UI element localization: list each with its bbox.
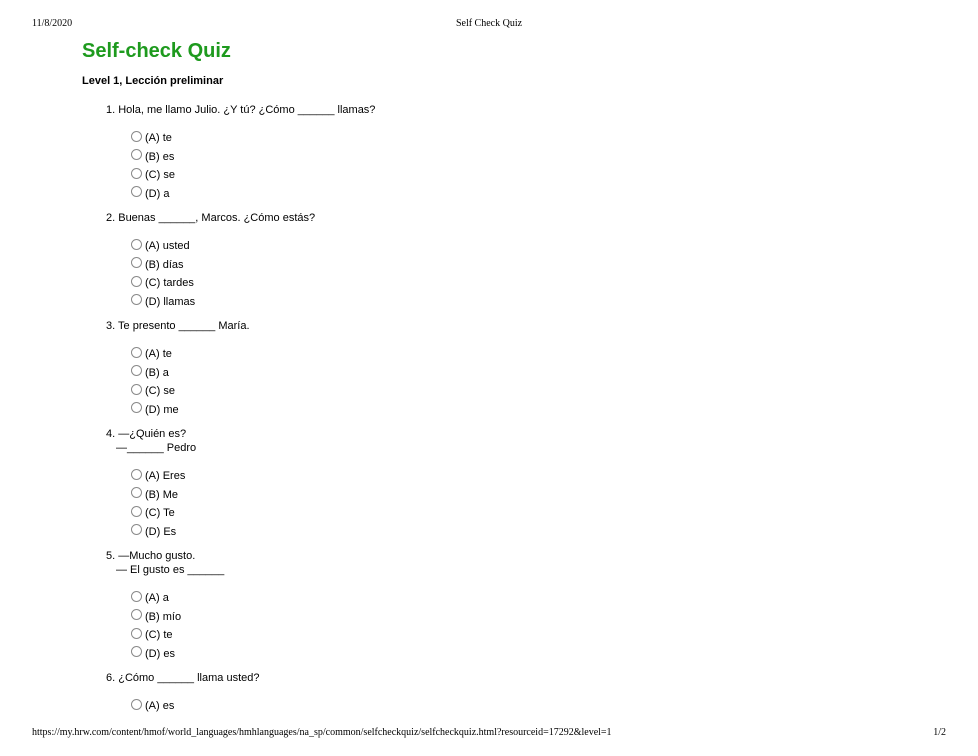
radio-button[interactable] xyxy=(131,609,142,620)
question-3 xyxy=(106,319,926,419)
radio-button[interactable] xyxy=(131,591,142,602)
print-header-title: Self Check Quiz xyxy=(455,18,523,29)
answer-options xyxy=(106,467,926,541)
answer-option-c[interactable] xyxy=(131,274,926,293)
answer-option-a[interactable] xyxy=(131,697,926,715)
radio-button[interactable] xyxy=(131,294,142,305)
answer-option-d[interactable] xyxy=(131,401,926,420)
option-label: (B) a xyxy=(145,366,169,379)
option-label: (C) se xyxy=(145,385,175,398)
question-1 xyxy=(106,103,926,203)
option-label: (C) se xyxy=(145,169,175,182)
option-label: (D) a xyxy=(145,187,170,200)
answer-option-d[interactable] xyxy=(131,185,926,204)
option-label: (D) llamas xyxy=(145,295,196,308)
quiz-title: Self-check Quiz xyxy=(82,40,231,62)
print-footer-page-number: 1/2 xyxy=(933,727,946,738)
option-label: (D) me xyxy=(145,403,179,416)
answer-options xyxy=(106,697,926,715)
option-label: (A) Eres xyxy=(145,470,186,483)
question-6 xyxy=(106,671,926,715)
answer-option-d[interactable] xyxy=(131,645,926,664)
answer-option-b[interactable] xyxy=(131,256,926,275)
answer-option-d[interactable] xyxy=(131,293,926,312)
radio-button[interactable] xyxy=(131,469,142,480)
answer-option-b[interactable] xyxy=(131,148,926,167)
option-label: (B) Me xyxy=(145,488,178,501)
radio-button[interactable] xyxy=(131,168,142,179)
answer-options xyxy=(106,345,926,419)
option-label: (B) mío xyxy=(145,610,182,623)
answer-option-c[interactable] xyxy=(131,382,926,401)
question-text: 5. —Mucho gusto. xyxy=(106,550,196,562)
option-label: (C) Te xyxy=(145,507,175,520)
option-label: (A) te xyxy=(145,348,172,361)
answer-option-b[interactable] xyxy=(131,608,926,627)
answer-option-a[interactable] xyxy=(131,237,926,256)
answer-option-b[interactable] xyxy=(131,486,926,505)
radio-button[interactable] xyxy=(131,347,142,358)
radio-button[interactable] xyxy=(131,131,142,142)
answer-options xyxy=(106,589,926,663)
question-text-line-2: —______ Pedro xyxy=(116,442,197,454)
radio-button[interactable] xyxy=(131,506,142,517)
question-2 xyxy=(106,211,926,311)
question-4 xyxy=(106,427,926,541)
radio-button[interactable] xyxy=(131,384,142,395)
radio-button[interactable] xyxy=(131,487,142,498)
print-header-date: 11/8/2020 xyxy=(32,18,73,29)
radio-button[interactable] xyxy=(131,699,142,710)
answer-option-a[interactable] xyxy=(131,589,926,608)
question-text-line-2: — El gusto es ______ xyxy=(116,564,225,576)
radio-button[interactable] xyxy=(131,276,142,287)
answer-option-d[interactable] xyxy=(131,523,926,542)
option-label: (A) usted xyxy=(145,240,190,253)
answer-option-a[interactable] xyxy=(131,467,926,486)
option-label: (A) a xyxy=(145,592,169,605)
radio-button[interactable] xyxy=(131,402,142,413)
radio-button[interactable] xyxy=(131,646,142,657)
option-label: (C) tardes xyxy=(145,277,194,290)
answer-option-a[interactable] xyxy=(131,345,926,364)
question-text: 2. Buenas ______, Marcos. ¿Cómo estás? xyxy=(106,212,316,224)
radio-button[interactable] xyxy=(131,186,142,197)
radio-button[interactable] xyxy=(131,239,142,250)
answer-options xyxy=(106,237,926,311)
option-label: (B) días xyxy=(145,258,184,271)
question-text: 1. Hola, me llamo Julio. ¿Y tú? ¿Cómo ______ llamas? xyxy=(106,104,376,116)
radio-button[interactable] xyxy=(131,628,142,639)
option-label: (B) es xyxy=(145,150,175,163)
question-text: 4. —¿Quién es? xyxy=(106,428,187,440)
question-5 xyxy=(106,549,926,663)
option-label: (A) es xyxy=(145,700,175,713)
answer-option-c[interactable] xyxy=(131,626,926,645)
answer-option-b[interactable] xyxy=(131,364,926,383)
option-label: (A) te xyxy=(145,132,172,145)
answer-options xyxy=(106,129,926,203)
question-text: 6. ¿Cómo ______ llama usted? xyxy=(106,672,260,684)
radio-button[interactable] xyxy=(131,365,142,376)
radio-button[interactable] xyxy=(131,257,142,268)
answer-option-c[interactable] xyxy=(131,504,926,523)
option-label: (C) te xyxy=(145,629,173,642)
print-footer-url: https://my.hrw.com/content/hmof/world_languages/hmhlanguages/na_sp/common/selfcheckquiz/selfcheckquiz.html?resourceid=17292&level=1 xyxy=(32,727,612,738)
option-label: (D) Es xyxy=(145,525,177,538)
answer-option-c[interactable] xyxy=(131,166,926,185)
radio-button[interactable] xyxy=(131,149,142,160)
question-list xyxy=(106,103,926,715)
option-label: (D) es xyxy=(145,647,175,660)
question-text: 3. Te presento ______ María. xyxy=(106,320,250,332)
quiz-level: Level 1, Lección preliminar xyxy=(82,75,224,87)
answer-option-a[interactable] xyxy=(131,129,926,148)
radio-button[interactable] xyxy=(131,524,142,535)
